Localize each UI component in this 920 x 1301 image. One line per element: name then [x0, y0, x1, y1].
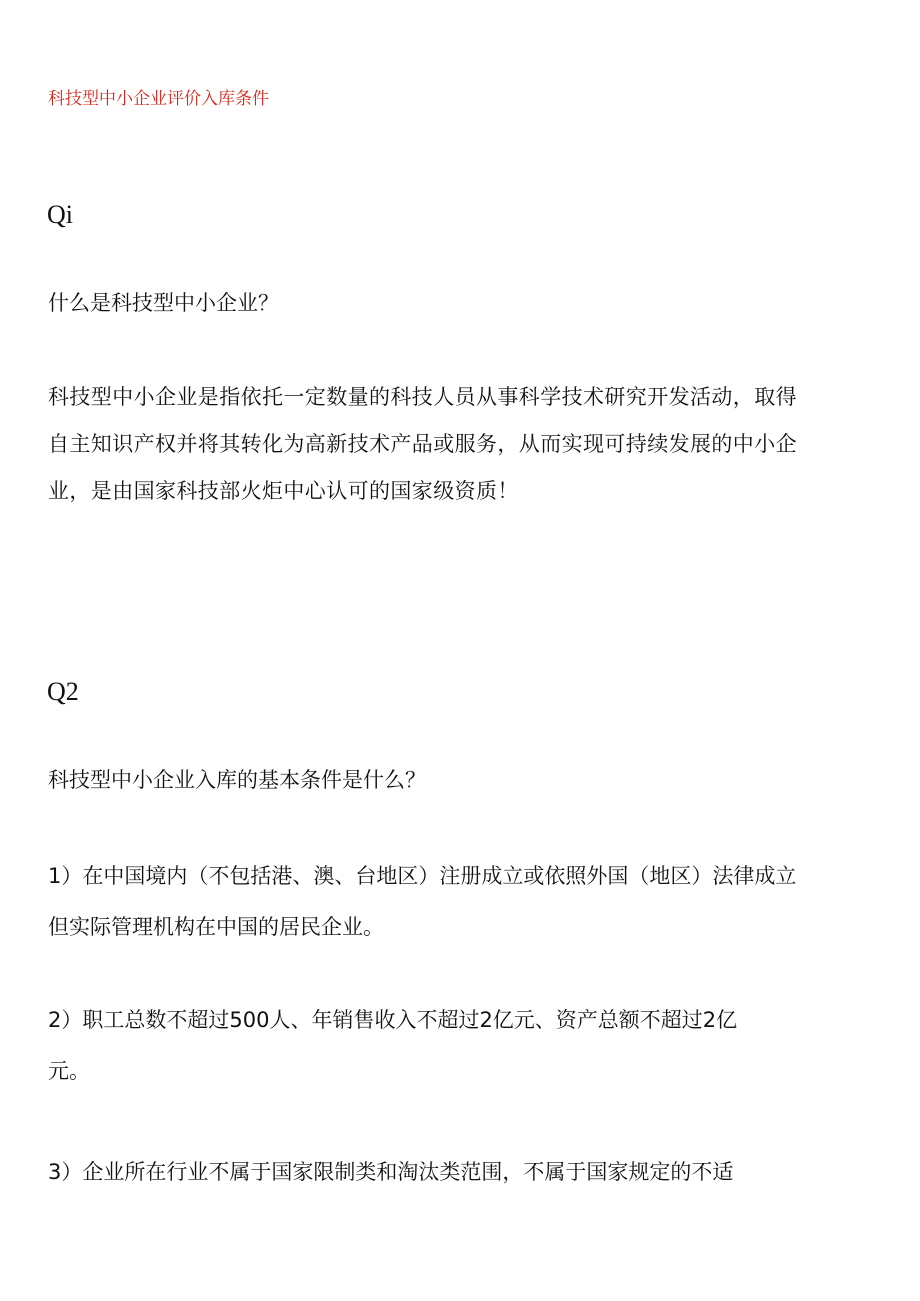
- answer-line: 科技型中小企业是指依托一定数量的科技人员从事科学技术研究开发活动，取得: [48, 385, 797, 409]
- section-question-q2: 科技型中小企业入库的基本条件是什么？: [48, 768, 426, 792]
- section-label-q1: Qi: [47, 200, 73, 229]
- condition-item-1: [48, 851, 878, 953]
- condition-line: 3）企业所在行业不属于国家限制类和淘汰类范围，不属于国家规定的不适: [48, 1160, 734, 1184]
- document-title: 科技型中小企业评价入库条件: [48, 89, 269, 109]
- section-answer-q1: [48, 374, 876, 515]
- condition-line: 但实际管理机构在中国的居民企业。: [48, 915, 384, 939]
- condition-line: 元。: [48, 1059, 90, 1083]
- condition-item-2: [48, 995, 878, 1097]
- condition-item-3: [48, 1147, 878, 1198]
- section-question-q1: 什么是科技型中小企业？: [48, 291, 279, 315]
- answer-line: 自主知识产权并将其转化为高新技术产品或服务，从而实现可持续发展的中小企: [48, 432, 797, 456]
- condition-line: 2）职工总数不超过500人、年销售收入不超过2亿元、资产总额不超过2亿: [48, 1008, 738, 1032]
- section-label-q2: Q2: [47, 677, 79, 706]
- answer-line: 业，是由国家科技部火炬中心认可的国家级资质！: [48, 479, 519, 503]
- condition-line: 1）在中国境内（不包括港、澳、台地区）注册成立或依照外国（地区）法律成立: [48, 864, 797, 888]
